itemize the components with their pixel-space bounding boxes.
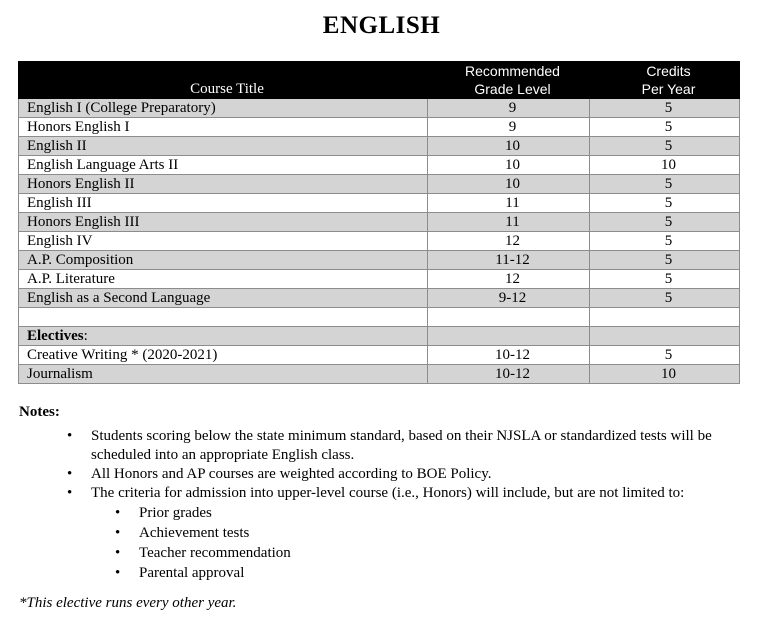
- table-row: [19, 213, 740, 232]
- course-cell: English I (College Preparatory): [19, 99, 428, 118]
- bullet-icon: •: [115, 545, 121, 561]
- empty-cell: [428, 308, 590, 327]
- table-header-row: [19, 62, 740, 99]
- table-spacer-row: [19, 308, 740, 327]
- criteria-list: [91, 503, 749, 583]
- table-row: [19, 270, 740, 289]
- electives-label: Electives: [27, 328, 84, 344]
- criteria-text: Teacher recommendation: [139, 545, 291, 561]
- electives-header-row: [19, 327, 740, 346]
- empty-cell: [590, 327, 740, 346]
- list-item: [67, 465, 749, 484]
- course-cell: English Language Arts II: [19, 156, 428, 175]
- table-row: [19, 251, 740, 270]
- table-row: [19, 175, 740, 194]
- credits-cell: 5: [590, 251, 740, 270]
- table-row: [19, 156, 740, 175]
- grade-cell: 10: [428, 137, 590, 156]
- credits-cell: 10: [590, 365, 740, 384]
- table-row: [19, 232, 740, 251]
- bullet-icon: •: [67, 466, 73, 482]
- credits-cell: 5: [590, 175, 740, 194]
- table-row: [19, 365, 740, 384]
- list-item: [67, 484, 749, 583]
- grade-cell: 12: [428, 232, 590, 251]
- list-item: [115, 503, 749, 523]
- course-cell: Creative Writing * (2020-2021): [19, 346, 428, 365]
- grade-cell: 10-12: [428, 365, 590, 384]
- empty-cell: [590, 308, 740, 327]
- bullet-icon: •: [67, 428, 73, 444]
- criteria-text: Achievement tests: [139, 525, 250, 541]
- course-cell: English II: [19, 137, 428, 156]
- grade-cell: 10: [428, 175, 590, 194]
- credits-cell: 5: [590, 232, 740, 251]
- note-text: All Honors and AP courses are weighted according to BOE Policy.: [91, 466, 492, 482]
- list-item: [115, 523, 749, 543]
- grade-cell: 10: [428, 156, 590, 175]
- credits-cell: 5: [590, 289, 740, 308]
- page-title: ENGLISH: [322, 12, 441, 39]
- list-item: [115, 543, 749, 563]
- header-grade-level: Recommended Grade Level: [428, 62, 590, 99]
- course-cell: English III: [19, 194, 428, 213]
- table-row: [19, 194, 740, 213]
- grade-cell: 11-12: [428, 251, 590, 270]
- empty-cell: [428, 327, 590, 346]
- electives-label-cell: Electives:: [19, 327, 428, 346]
- note-text: The criteria for admission into upper-level course (i.e., Honors) will include, but are not limited to:: [91, 485, 685, 501]
- course-cell: Journalism: [19, 365, 428, 384]
- note-text: Students scoring below the state minimum standard, based on their NJSLA or standardized tests will be scheduled into an appropriate English class.: [91, 428, 712, 463]
- grade-cell: 9-12: [428, 289, 590, 308]
- grade-cell: 11: [428, 194, 590, 213]
- course-cell: Honors English III: [19, 213, 428, 232]
- credits-cell: 10: [590, 156, 740, 175]
- notes-list: [19, 427, 749, 583]
- bullet-icon: •: [115, 525, 121, 541]
- course-cell: English IV: [19, 232, 428, 251]
- header-credits: Credits Per Year: [590, 62, 740, 99]
- course-cell: Honors English II: [19, 175, 428, 194]
- grade-cell: 9: [428, 99, 590, 118]
- grade-cell: 11: [428, 213, 590, 232]
- credits-cell: 5: [590, 137, 740, 156]
- grade-cell: 9: [428, 118, 590, 137]
- criteria-text: Prior grades: [139, 505, 212, 521]
- grade-cell: 10-12: [428, 346, 590, 365]
- bullet-icon: •: [67, 485, 73, 501]
- criteria-text: Parental approval: [139, 565, 245, 581]
- course-cell: Honors English I: [19, 118, 428, 137]
- list-item: [115, 563, 749, 583]
- credits-cell: 5: [590, 99, 740, 118]
- header-course-title: Course Title: [19, 62, 428, 99]
- table-row: [19, 289, 740, 308]
- table-row: [19, 137, 740, 156]
- table-row: [19, 99, 740, 118]
- table-row: [19, 346, 740, 365]
- notes-section: [19, 403, 749, 583]
- course-table: [18, 61, 740, 384]
- course-cell: A.P. Composition: [19, 251, 428, 270]
- footnote: *This elective runs every other year.: [19, 595, 237, 611]
- empty-cell: [19, 308, 428, 327]
- course-cell: English as a Second Language: [19, 289, 428, 308]
- bullet-icon: •: [115, 565, 121, 581]
- table-row: [19, 118, 740, 137]
- credits-cell: 5: [590, 346, 740, 365]
- list-item: [67, 427, 749, 465]
- credits-cell: 5: [590, 213, 740, 232]
- credits-cell: 5: [590, 118, 740, 137]
- grade-cell: 12: [428, 270, 590, 289]
- bullet-icon: •: [115, 505, 121, 521]
- credits-cell: 5: [590, 270, 740, 289]
- credits-cell: 5: [590, 194, 740, 213]
- course-cell: A.P. Literature: [19, 270, 428, 289]
- notes-label: Notes:: [19, 404, 60, 420]
